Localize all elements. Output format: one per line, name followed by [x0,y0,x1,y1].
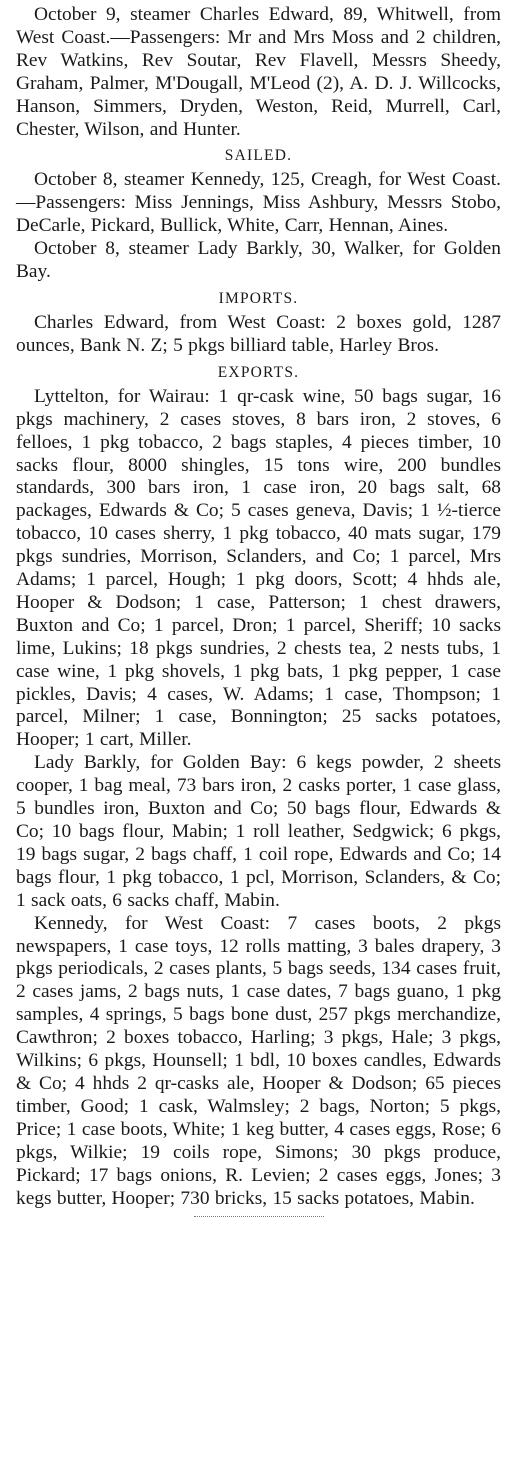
exports-paragraph: Kennedy, for West Coast: 7 cases boots, 2 pkgs newspapers, 1 case toys, 12 rolls matting, 3 bales drapery, 3 pkgs periodicals, 2 cases plants, 5 bags seeds, 134 cases fruit, 2 cases jams, 2 bags nuts, 1 case dates, 7 bags guano, 1 pkg samples, 4 springs, 5 bags bone dust, 257 pkgs merchandize, Cawthron; 2 boxes tobacco, Harling; 3 pkgs, Hale; 3 pkgs, Wilkins; 6 pkgs, Hounsell; 1 bdl, 10 boxes candles, Edwards & Co; 4 hhds 2 qr-casks ale, Hooper & Dodson; 65 pieces timber, Good; 1 cask, Walmsley; 2 bags, Norton; 5 pkgs, Price; 1 case boots, White; 1 keg butter, 4 cases eggs, Rose; 6 pkgs, Wilkie; 19 coils rope, Simons; 30 pkgs produce, Pickard; 17 bags onions, R. Levien; 2 cases eggs, Jones; 3 kegs butter, Hooper; 730 bricks, 15 sacks potatoes, Mabin. [16,912,501,1209]
imports-heading: IMPORTS. [218,289,299,307]
arrival-paragraph: October 9, steamer Charles Edward, 89, Whitwell, from West Coast.—Passengers: Mr and Mrs Moss and 2 children, Rev Watkins, Rev Soutar, Rev Flavell, Messrs Sheedy, Graham, Palmer, M'Dougall, M'Leod (2), A. D. J. Willcocks, Hanson, Simmers, Dryden, Weston, Reid, Murrell, Carl, Chester, Wilson, and Hunter. [16,4,501,140]
exports-paragraph: Lyttelton, for Wairau: 1 qr-cask wine, 50 bags sugar, 16 pkgs machinery, 2 cases stoves, 8 bars iron, 2 stoves, 6 felloes, 1 pkg tobacco, 2 bags staples, 4 pieces timber, 10 sacks flour, 8000 shingles, 15 tons wire, 200 bundles standards, 300 bars iron, 1 case iron, 20 bags salt, 68 packages, Edwards & Co; 5 cases geneva, Davis; 1 ½-tierce tobacco, 10 cases sherry, 1 pkg tobacco, 40 mats sugar, 179 pkgs sundries, Morrison, Sclanders, and Co; 1 parcel, Mrs Adams; 1 parcel, Hough; 1 pkg doors, Scott; 4 hhds ale, Hooper & Dodson; 1 case, Patterson; 1 chest drawers, Buxton and Co; 1 parcel, Dron; 1 parcel, Sheriff; 10 sacks lime, Lukins; 18 pkgs sundries, 2 chests tea, 2 nests tubs, 1 case wine, 1 pkg shovels, 1 pkg bats, 1 pkg pepper, 1 case pickles, Davis; 4 cases, W. Adams; 1 case, Thompson; 1 parcel, Milner; 1 case, Bonnington; 25 sacks potatoes, Hooper; 1 cart, Miller. [16,385,501,751]
closing-dotted-rule [194,1216,324,1217]
sailed-paragraph: October 8, steamer Kennedy, 125, Creagh, for West Coast.—Passengers: Miss Jennings, Miss Ashbury, Messrs Stobo, DeCarle, Pickard, Bullick, White, Carr, Hennan, Aines. [16,169,501,237]
sailed-heading: SAILED. [224,147,293,165]
imports-paragraph: Charles Edward, from West Coast: 2 boxes gold, 1287 ounces, Bank N. Z; 5 pkgs billiard table, Harley Bros. [16,311,501,356]
exports-heading: EXPORTS. [217,363,300,381]
sailed-paragraph: October 8, steamer Lady Barkly, 30, Walker, for Golden Bay. [16,238,501,283]
exports-paragraph: Lady Barkly, for Golden Bay: 6 kegs powder, 2 sheets cooper, 1 bag meal, 73 bars iron, 2 casks porter, 1 case glass, 5 bundles iron, Buxton and Co; 50 bags flour, Edwards & Co; 10 bags flour, Mabin; 1 roll leather, Sedgwick; 6 pkgs, 19 bags sugar, 2 bags chaff, 1 coil rope, Edwards and Co; 14 bags flour, 1 pkg tobacco, 1 pcl, Morrison, Sclanders, & Co; 1 sack oats, 6 sacks chaff, Mabin. [16,752,501,911]
